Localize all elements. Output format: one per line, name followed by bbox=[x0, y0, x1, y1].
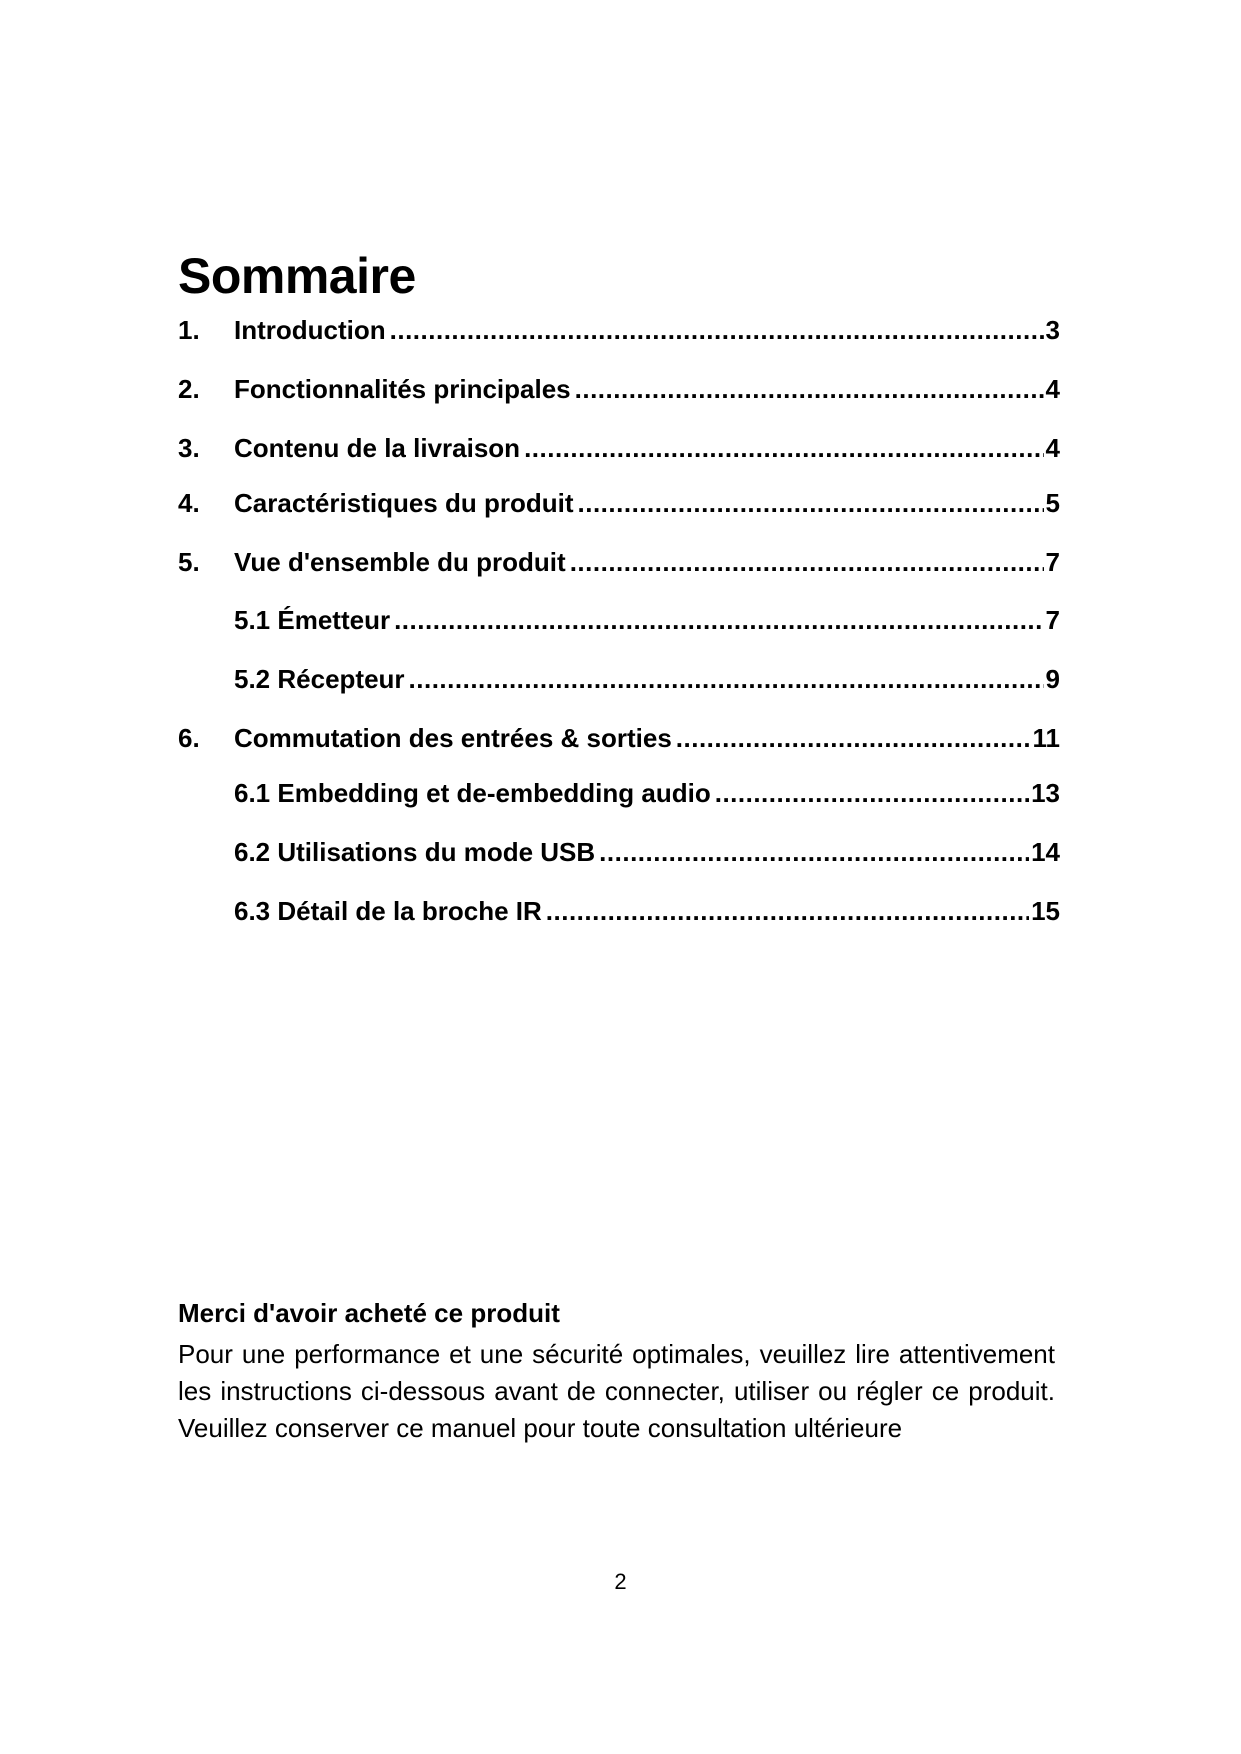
toc-leader-dots bbox=[390, 313, 1044, 347]
toc-entry-fonctionnalites[interactable] bbox=[178, 372, 1060, 406]
toc-entry-page: 7 bbox=[1045, 547, 1060, 577]
toc-entry-broche-ir[interactable] bbox=[178, 894, 1060, 928]
toc-entry-page: 4 bbox=[1045, 433, 1060, 463]
toc-entry-embedding-audio[interactable] bbox=[178, 776, 1060, 810]
toc-entry-vue-ensemble[interactable] bbox=[178, 545, 1060, 579]
toc-leader-dots bbox=[409, 662, 1044, 696]
toc-entry-label: Caractéristiques du produit bbox=[234, 488, 574, 518]
toc-entry-page: 9 bbox=[1045, 664, 1060, 694]
toc-leader-dots bbox=[715, 776, 1029, 810]
toc-entry-label: 6.1 Embedding et de-embedding audio bbox=[234, 778, 711, 808]
toc-leader-dots bbox=[546, 894, 1029, 928]
toc-entry-label: 5.2 Récepteur bbox=[234, 664, 405, 694]
toc-entry-page: 5 bbox=[1045, 488, 1060, 518]
toc-entry-page: 3 bbox=[1045, 315, 1060, 345]
page-number: 2 bbox=[614, 1569, 627, 1594]
toc-entry-label: Contenu de la livraison bbox=[234, 433, 521, 463]
toc-leader-dots bbox=[575, 372, 1044, 406]
toc-entry-introduction[interactable] bbox=[178, 313, 1060, 347]
toc-entry-label: Vue d'ensemble du produit bbox=[234, 547, 566, 577]
toc-entry-contenu[interactable] bbox=[178, 431, 1060, 465]
toc-entry-label: 6.2 Utilisations du mode USB bbox=[234, 837, 596, 867]
toc-title: Sommaire bbox=[178, 248, 416, 304]
toc-entry-label: 5.1 Émetteur bbox=[234, 605, 391, 635]
thanks-section bbox=[178, 1296, 1055, 1447]
toc-entry-emetteur[interactable] bbox=[178, 603, 1060, 637]
toc-entry-number: 5. bbox=[178, 547, 200, 577]
toc-entry-label: Introduction bbox=[234, 315, 386, 345]
toc-entry-number: 6. bbox=[178, 723, 200, 753]
toc-entry-page: 4 bbox=[1045, 374, 1060, 404]
toc-entry-label: Commutation des entrées & sorties bbox=[234, 723, 672, 753]
toc-entry-number: 4. bbox=[178, 488, 200, 518]
toc-entry-page: 15 bbox=[1031, 896, 1060, 926]
thanks-heading: Merci d'avoir acheté ce produit bbox=[178, 1298, 560, 1328]
toc-leader-dots bbox=[599, 835, 1029, 869]
toc-entry-number: 2. bbox=[178, 374, 200, 404]
toc-entry-label: 6.3 Détail de la broche IR bbox=[234, 896, 542, 926]
toc-entry-label: Fonctionnalités principales bbox=[234, 374, 571, 404]
toc-entry-caracteristiques[interactable] bbox=[178, 486, 1060, 520]
toc-entry-recepteur[interactable] bbox=[178, 662, 1060, 696]
toc-entry-page: 13 bbox=[1031, 778, 1060, 808]
thanks-body: Pour une performance et une sécurité optimales, veuillez lire attentivement les instructions ci-dessous avant de connecter, utiliser ou régler ce produit. Veuillez conserver ce manuel pour toute consultation ultérieure bbox=[178, 1339, 1055, 1443]
toc-entry-page: 14 bbox=[1031, 837, 1060, 867]
toc-leader-dots bbox=[578, 486, 1044, 520]
toc-entry-commutation[interactable] bbox=[178, 721, 1060, 755]
toc-entry-number: 3. bbox=[178, 433, 200, 463]
toc-leader-dots bbox=[394, 603, 1043, 637]
toc-leader-dots bbox=[676, 721, 1031, 755]
toc-leader-dots bbox=[570, 545, 1044, 579]
toc-entry-page: 7 bbox=[1045, 605, 1060, 635]
toc-entry-number: 1. bbox=[178, 315, 200, 345]
toc-entry-mode-usb[interactable] bbox=[178, 835, 1060, 869]
toc-leader-dots bbox=[524, 431, 1043, 465]
toc-entry-page: 11 bbox=[1032, 723, 1060, 753]
